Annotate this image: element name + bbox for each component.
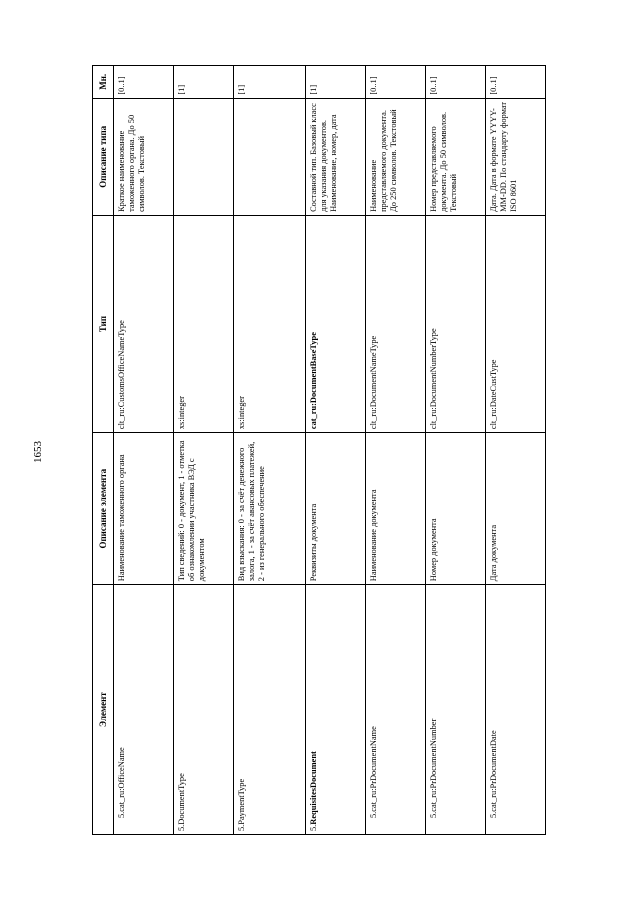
table-row: [306, 66, 366, 835]
element-description-cell: Тип сведений: 0 - документ, 1 - отметка об ознакомлении участника ВЭД с документом: [174, 433, 234, 585]
element-description-cell: Вид взыскания: 0 - за счёт денежного залога, 1 - за счёт авансовых платежей, 2 - из генерального обеспечение: [234, 433, 306, 585]
multiplicity-cell: [0..1]: [114, 66, 174, 99]
type-description-cell: [174, 98, 234, 215]
element-description-cell: Наименование документа: [366, 433, 426, 585]
row-number: 5.: [117, 811, 126, 818]
header-element-description: Описание элемента: [93, 433, 114, 585]
element-description-cell: Наименование таможенного органа: [114, 433, 174, 585]
multiplicity-cell: [1]: [306, 66, 366, 99]
element-cell: [306, 585, 366, 835]
type-description-cell: Составной тип. Базовый класс для указания документов. Наименование, номер, дата: [306, 98, 366, 215]
element-name: PaymentType: [237, 778, 246, 825]
type-description-cell: Наименование представляемого документа. До 250 символов. Текстовый: [366, 98, 426, 215]
type-cell: clt_ru:CustomsOfficeNameType: [114, 215, 174, 432]
element-name: cat_ru:PrDocumentNumber: [429, 718, 438, 812]
element-name: cat_ru:PrDocumentName: [369, 726, 378, 812]
multiplicity-cell: [1]: [174, 66, 234, 99]
element-name: RequisitesDocument: [309, 751, 318, 825]
element-cell: [174, 585, 234, 835]
table-row: [426, 66, 486, 835]
type-cell: xs:integer: [174, 215, 234, 432]
type-description-cell: Дата. Дата в формате YYYY-MM-DD. По стандарту формат ISO 8601: [486, 98, 546, 215]
row-number: 5.: [177, 824, 186, 831]
row-number: 5.: [369, 811, 378, 818]
type-description-cell: [234, 98, 306, 215]
table-body: [114, 66, 546, 835]
type-description-cell: Номер представляемого документа. До 50 символов. Текстовый: [426, 98, 486, 215]
multiplicity-cell: [0..1]: [366, 66, 426, 99]
element-description-cell: Реквизиты документа: [306, 433, 366, 585]
element-name: cat_ru:PrDocumentDate: [489, 730, 498, 812]
rotated-table-container: [92, 65, 532, 835]
element-description-cell: Дата документа: [486, 433, 546, 585]
header-multiplicity: Мн.: [93, 66, 114, 99]
multiplicity-cell: [0..1]: [426, 66, 486, 99]
type-cell: clt_ru:DocumentNameType: [366, 215, 426, 432]
table-header-row: [93, 66, 114, 835]
page-number: 1653: [32, 441, 44, 463]
table-row: [366, 66, 426, 835]
table-row: [486, 66, 546, 835]
type-cell: xs:integer: [234, 215, 306, 432]
element-cell: [486, 585, 546, 835]
multiplicity-cell: [0..1]: [486, 66, 546, 99]
element-cell: [426, 585, 486, 835]
row-number: 5.: [489, 811, 498, 818]
element-cell: [114, 585, 174, 835]
type-cell: clt_ru:DateCustType: [486, 215, 546, 432]
element-name: DocumentType: [177, 773, 186, 825]
row-number: 5.: [237, 824, 246, 831]
header-element: Элемент: [93, 585, 114, 835]
type-cell: clt_ru:DocumentNumberType: [426, 215, 486, 432]
header-type: Тип: [93, 215, 114, 432]
row-number: 5.: [429, 811, 438, 818]
element-table: [92, 65, 546, 835]
table-row: [114, 66, 174, 835]
element-cell: [234, 585, 306, 835]
element-cell: [366, 585, 426, 835]
header-type-description: Описание типа: [93, 98, 114, 215]
type-description-cell: Краткое наименование таможенного органа. До 50 символов. Текстовый: [114, 98, 174, 215]
multiplicity-cell: [1]: [234, 66, 306, 99]
element-description-cell: Номер документа: [426, 433, 486, 585]
element-name: cat_ru:OfficeName: [117, 747, 126, 812]
type-cell: cat_ru:DocumentBaseType: [306, 215, 366, 432]
table-row: [234, 66, 306, 835]
table-row: [174, 66, 234, 835]
row-number: 5.: [309, 824, 318, 831]
